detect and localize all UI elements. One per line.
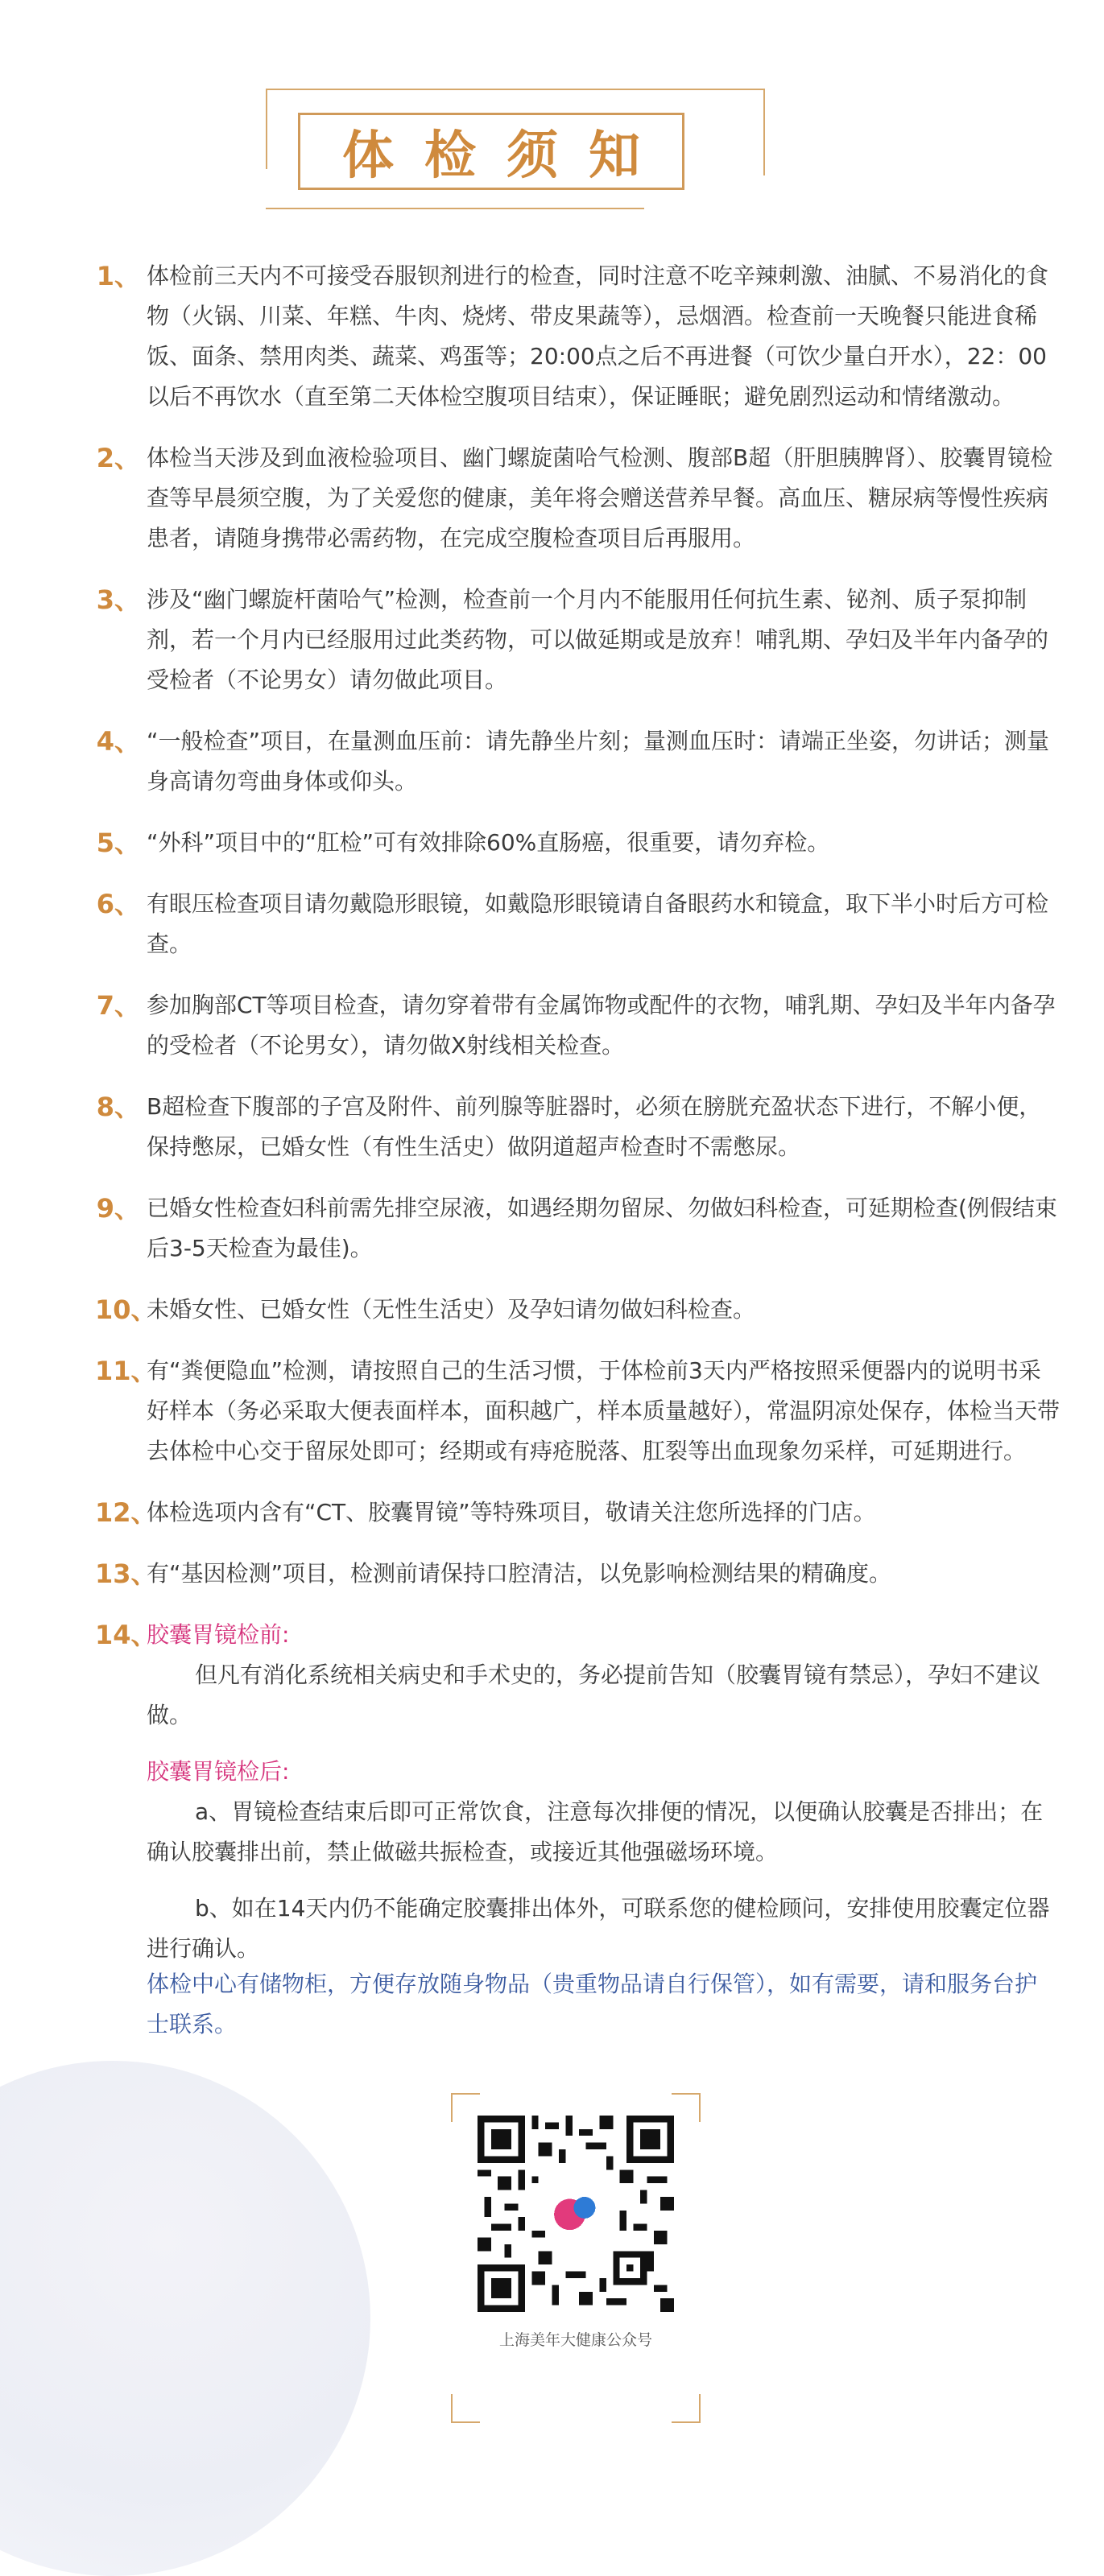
item-text: 有“粪便隐血”检测，请按照自己的生活习惯，于体检前3天内严格按照采便器内的说明书采好样本（务必采取大便表面样本，面积越广，样本质量越好），常温阴凉处保存，体检当天带去体检中心交于留尿处即可；经期或有痔疮脱落、肛裂等出血现象勿采样，可延期进行。 [147,1357,1061,1464]
item-text: 已婚女性检查妇科前需先排空尿液，如遇经期勿留尿、勿做妇科检查，可延期检查(例假结束后3-5天检查为最佳)。 [147,1195,1057,1261]
item-number: 1、 [96,261,140,291]
item-text: 体检当天涉及到血液检验项目、幽门螺旋菌哈气检测、腹部B超（肝胆胰脾肾）、胶囊胃镜检查等早晨须空腹，为了关爱您的健康，美年将会赠送营养早餐。高血压、糖尿病等慢性疾病患者，请随身携带必需药物，在完成空腹检查项目后再服用。 [147,444,1053,551]
item-number: 13、 [95,1558,157,1589]
list-item [95,438,1061,559]
item-number: 8、 [96,1092,140,1122]
list-item [95,884,1061,964]
item-number: 10、 [95,1294,157,1325]
list-item [95,1087,1061,1167]
frame-right-line [763,89,765,175]
capsule-after-a: a、胃镜检查结束后即可正常饮食，注意每次排便的情况，以便确认胶囊是否排出；在确认胶囊排出前，禁止做磁共振检查，或接近其他强磁场环境。 [147,1798,1044,1865]
frame-left-line [266,89,267,169]
list-item [95,256,1061,417]
list-item [95,1188,1061,1269]
frame-top-line [266,89,765,90]
item-number: 2、 [96,443,140,473]
spacer [147,1736,1061,1752]
item-text: 未婚女性、已婚女性（无性生活史）及孕妇请勿做妇科检查。 [147,1296,756,1323]
title-section [266,89,765,209]
item-text: 体检前三天内不可接受吞服钡剂进行的检查，同时注意不吃辛辣刺激、油腻、不易消化的食物（火锅、川菜、年糕、牛肉、烧烤、带皮果蔬等），忌烟酒。检查前一天晚餐只能进食稀饭、面条、禁用肉类、蔬菜、鸡蛋等；20:00点之后不再进餐（可饮少量白开水），22：00以后不再饮水（直至第二天体检空腹项目结束），保证睡眠；避免剧烈运动和情绪激动。 [147,262,1049,410]
item-number: 11、 [95,1356,157,1386]
item-text: “外科”项目中的“肛检”可有效排除60%直肠癌，很重要，请勿弃检。 [147,829,830,856]
list-item [95,580,1061,700]
item-text: 涉及“幽门螺旋杆菌哈气”检测，检查前一个月内不能服用任何抗生素、铋剂、质子泵抑制剂，若一个月内已经服用过此类药物，可以做延期或是放弃！哺乳期、孕妇及半年内备孕的受检者（不论男女）请勿做此项目。 [147,586,1049,693]
qr-section [451,2093,701,2423]
storage-note: 体检中心有储物柜，方便存放随身物品（贵重物品请自行保管），如有需要，请和服务台护士联系。 [147,1971,1038,2037]
capsule-before-title: 胶囊胃镜检前: [147,1621,290,1648]
frame-corner [451,2093,480,2122]
list-item [95,721,1061,802]
item-number: 9、 [96,1193,140,1224]
title-box [298,113,684,190]
background-decoration [0,2061,370,2576]
list-item [95,823,1061,863]
item-text: 有“基因检测”项目，检测前请保持口腔清洁，以免影响检测结果的精确度。 [147,1560,892,1587]
item-number: 7、 [96,990,140,1021]
item-text: 体检选项内含有“CT、胶囊胃镜”等特殊项目，敬请关注您所选择的门店。 [147,1499,876,1525]
item-text: B超检查下腹部的子宫及附件、前列腺等脏器时，必须在膀胱充盈状态下进行，不解小便，保持憋尿，已婚女性（有性生活史）做阴道超声检查时不需憋尿。 [147,1093,1042,1160]
list-item [95,1351,1061,1472]
item-number: 5、 [96,828,140,858]
frame-corner [451,2394,480,2423]
item-text [147,1615,1061,1969]
list-item [95,985,1061,1066]
item-text: 参加胸部CT等项目检查，请勿穿着带有金属饰物或配件的衣物，哺乳期、孕妇及半年内备孕的受检者（不论男女），请勿做X射线相关检查。 [147,992,1056,1059]
spacer [147,1872,1061,1889]
item-number: 14、 [95,1620,157,1650]
qr-caption: 上海美年大健康公众号 [498,2331,652,2349]
list-item [95,1554,1061,1594]
item-text: “一般检查”项目，在量测血压前：请先静坐片刻；量测血压时：请端正坐姿，勿讲话；测量身高请勿弯曲身体或仰头。 [147,728,1050,795]
frame-corner [672,2093,701,2122]
frame-bottom-line [266,208,644,209]
notice-list [95,256,1061,1969]
list-item-capsule [95,1615,1061,1969]
item-number: 4、 [96,726,140,757]
capsule-before-text: 但凡有消化系统相关病史和手术史的，务必提前告知（胶囊胃镜有禁忌），孕妇不建议做。 [147,1662,1041,1728]
capsule-after-title: 胶囊胃镜检后: [147,1758,290,1785]
frame-corner [672,2394,701,2423]
capsule-after-b: b、如在14天内仍不能确定胶囊排出体外，可联系您的健检顾问，安排使用胶囊定位器进行确认。 [147,1895,1050,1962]
item-number: 12、 [95,1497,157,1528]
item-number: 3、 [96,584,140,615]
item-text: 有眼压检查项目请勿戴隐形眼镜，如戴隐形眼镜请自备眼药水和镜盒，取下半小时后方可检查。 [147,890,1049,957]
page-title: 体检须知 [342,126,671,186]
list-item [95,1492,1061,1533]
list-item [95,1290,1061,1330]
qr-code-icon[interactable] [478,2116,674,2312]
item-number: 6、 [96,889,140,919]
